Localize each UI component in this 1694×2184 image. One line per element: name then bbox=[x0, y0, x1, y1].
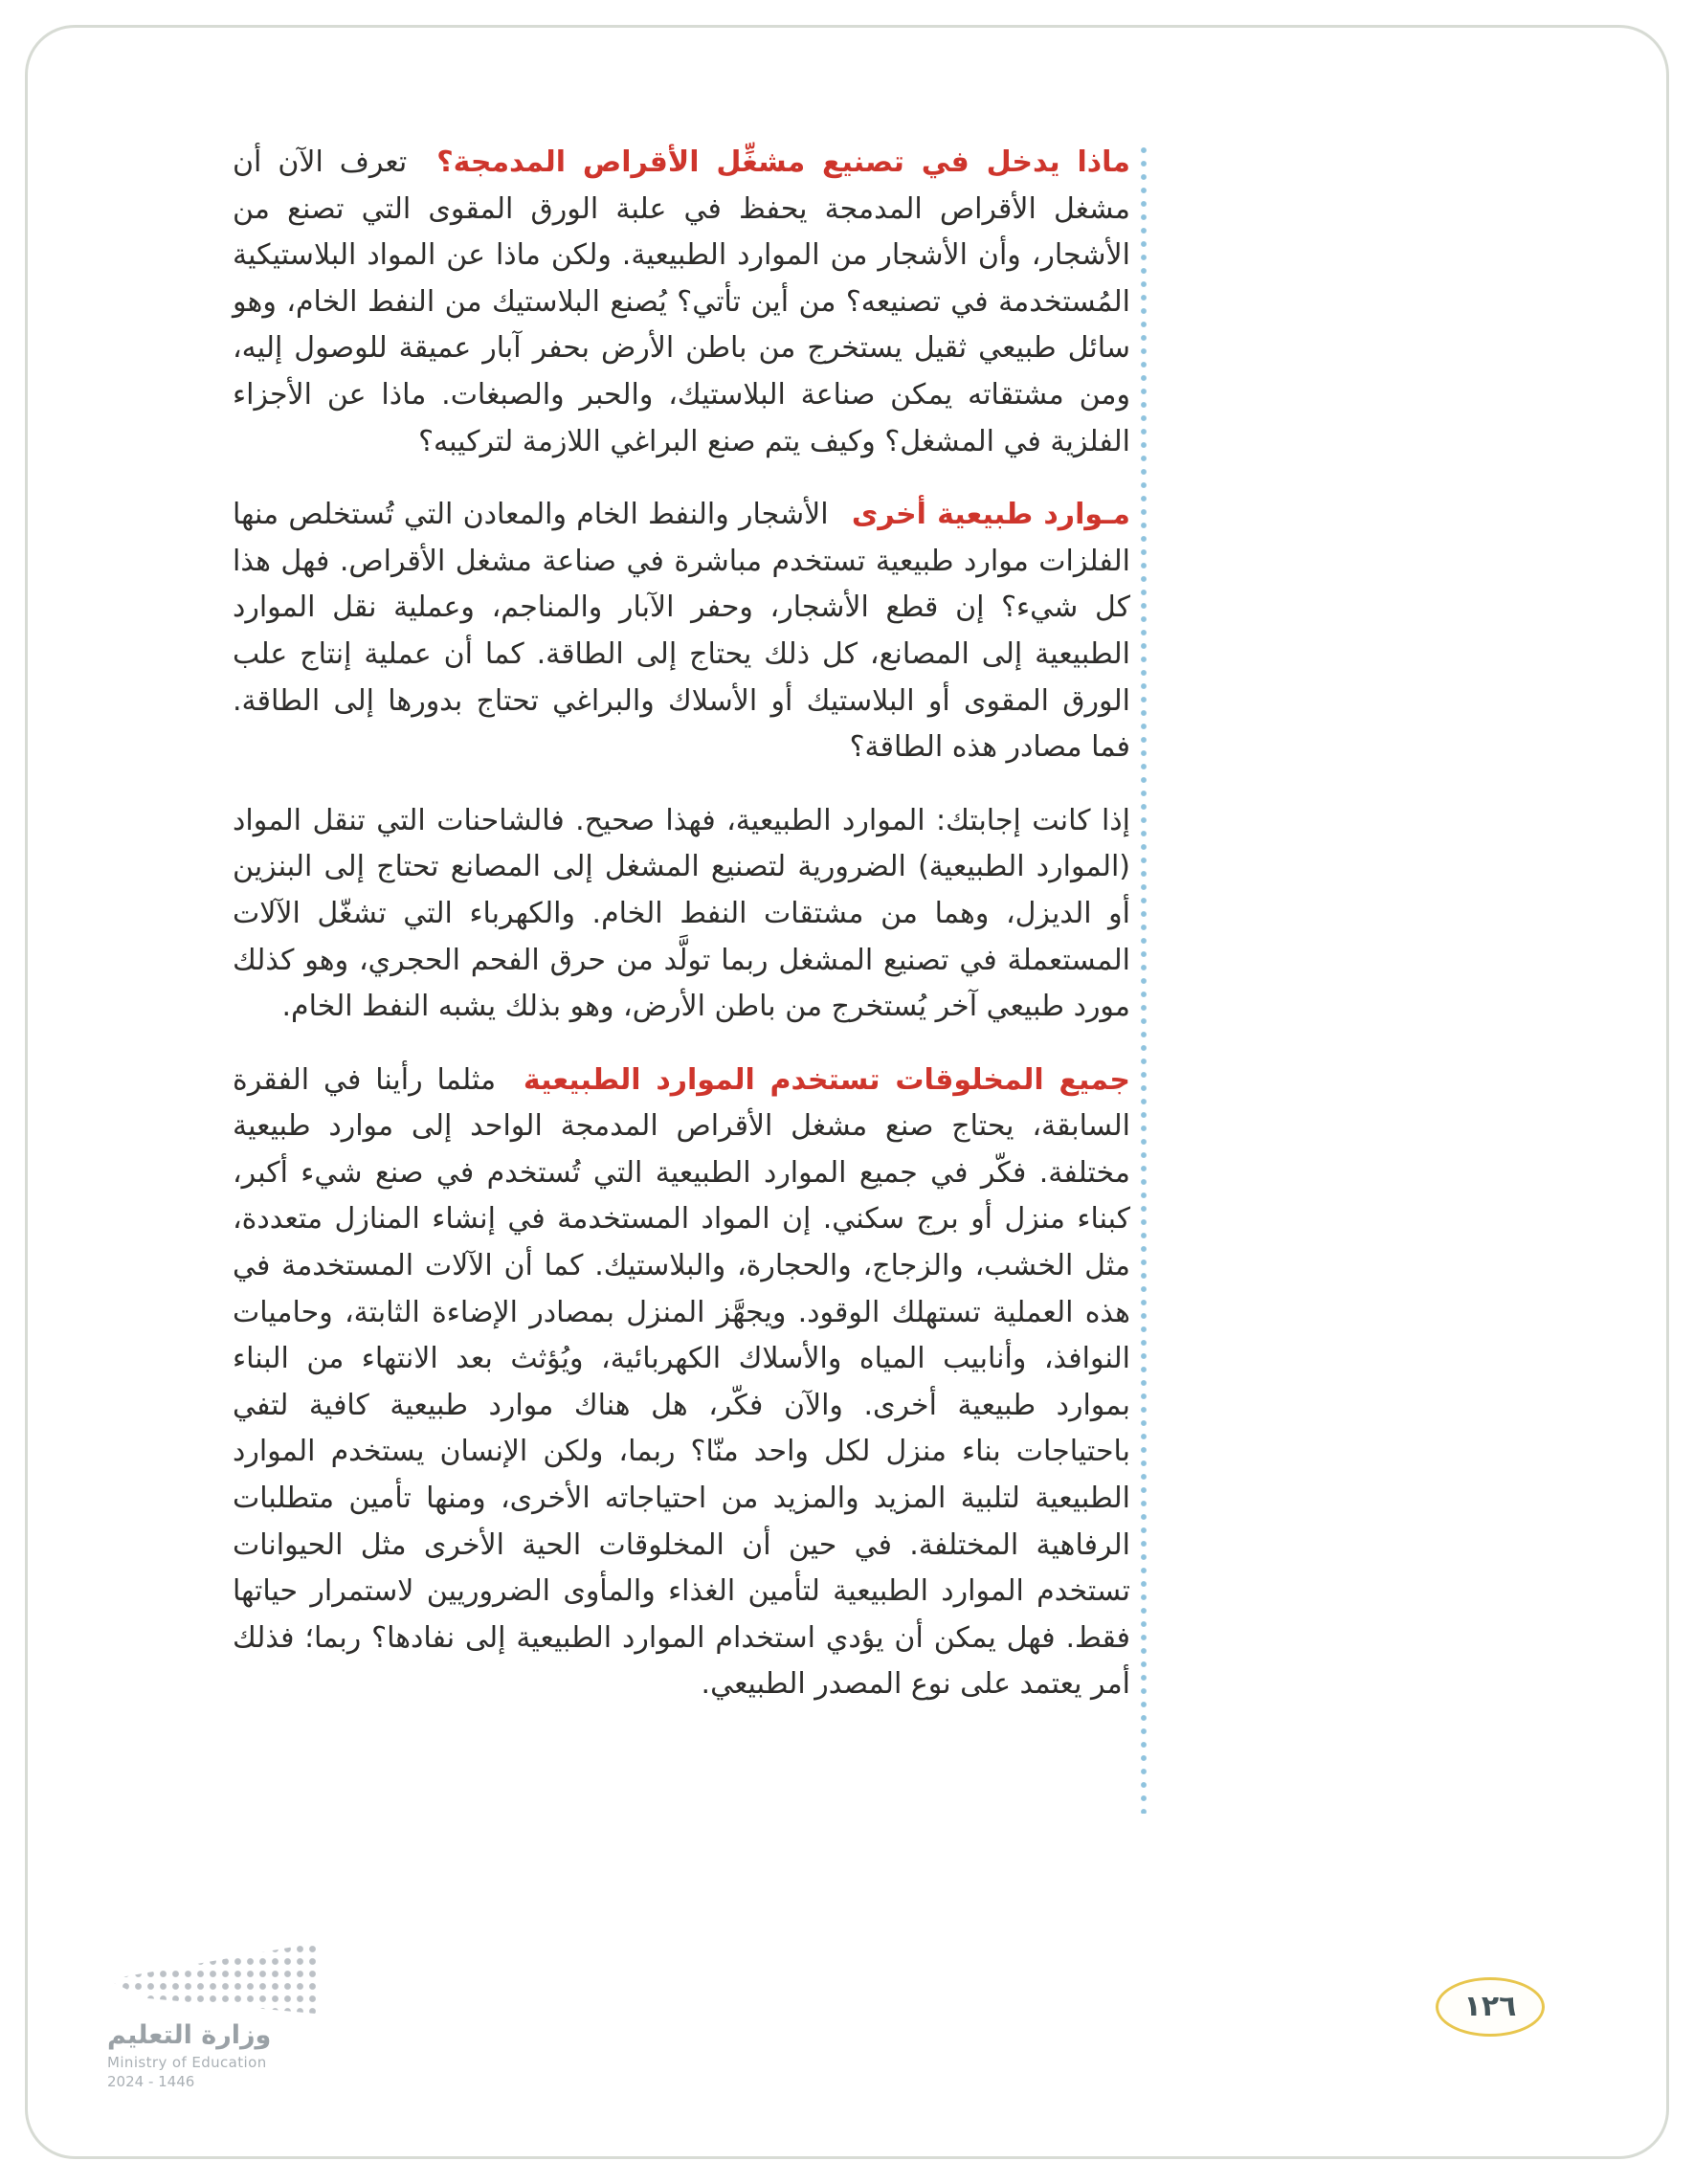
page-number: ١٢٦ bbox=[1463, 1990, 1517, 2023]
ministry-of-education-logo bbox=[107, 1943, 375, 2090]
page-number-badge bbox=[1436, 1977, 1545, 2037]
paragraph-energy-sources bbox=[233, 798, 1130, 1031]
paragraph-text: إذا كانت إجابتك: الموارد الطبيعية، فهذا صحيح. فالشاحنات التي تنقل المواد (الموارد الطبيعية) الضرورية لتصنيع المشغل إلى المصانع تحتاج إلى البنزين أو الديزل، وهما من مشتقات النفط الخام. والكهرباء التي تشغّل الآلات المستعملة في تصنيع المشغل ربما تولَّد من حرق الفحم الحجري، وهو كذلك مورد طبيعي آخر يُستخرج من باطن الأرض، وهو بذلك يشبه النفط الخام. bbox=[233, 803, 1130, 1024]
margin-dotted-rule bbox=[1141, 144, 1147, 1814]
paragraph-text: تعرف الآن أن مشغل الأقراص المدمجة يحفظ في علبة الورق المقوى التي تصنع من الأشجار، وأن الأشجار من الموارد الطبيعية. ولكن ماذا عن المواد البلاستيكية المُستخدمة في تصنيعه؟ من أين تأتي؟ يُصنع البلاستيك من النفط الخام، وهو سائل طبيعي ثقيل يستخرج من باطن الأرض بحفر آبار عميقة للوصول إليه، ومن مشتقاته يمكن صناعة البلاستيك، والحبر والصبغات. ماذا عن الأجزاء الفلزية في المشغل؟ وكيف يتم صنع البراغي اللازمة لتركيبه؟ bbox=[233, 145, 1130, 458]
paragraph-cd-player-materials bbox=[233, 140, 1130, 465]
paragraph-text: مثلما رأينا في الفقرة السابقة، يحتاج صنع مشغل الأقراص المدمجة الواحد إلى موارد طبيعية مختلفة. فكّر في جميع الموارد الطبيعية التي تُستخدم في صنع شيء أكبر، كبناء منزل أو برج سكني. إن المواد المستخدمة في إنشاء المنازل متعددة، مثل الخشب، والزجاج، والحجارة، والبلاستيك. كما أن الآلات المستخدمة في هذه العملية تستهلك الوقود. ويجهَّز المنزل بمصادر الإضاءة الثابتة، وحاميات النوافذ، وأنابيب المياه والأسلاك الكهربائية، ويُؤثث بعد الانتهاء من البناء بموارد طبيعية أخرى. والآن فكّر، هل هناك موارد طبيعية كافية لتفي باحتياجات بناء منزل لكل واحد منّا؟ ربما، ولكن الإنسان يستخدم الموارد الطبيعية لتلبية المزيد والمزيد من احتياجاته الأخرى، ومنها تأمين متطلبات الرفاهية المختلفة. في حين أن المخلوقات الحية الأخرى مثل الحيوانات تستخدم الموارد الطبيعية لتأمين الغذاء والمأوى الضروريين لاستمرار حياتها فقط. فهل يمكن أن يؤدي استخدام الموارد الطبيعية إلى نفادها؟ ربما؛ فذلك أمر يعتمد على نوع المصدر الطبيعي. bbox=[233, 1062, 1130, 1702]
ministry-logo-years: 2024 - 1446 bbox=[107, 2072, 195, 2090]
ministry-logo-title: وزارة التعليم bbox=[107, 2020, 272, 2050]
paragraph-text: الأشجار والنفط الخام والمعادن التي تُستخلص منها الفلزات موارد طبيعية تستخدم مباشرة في صناعة مشغل الأقراص. فهل هذا كل شيء؟ إن قطع الأشجار، وحفر الآبار والمناجم، وعملية نقل الموارد الطبيعية إلى المصانع، كل ذلك يحتاج إلى الطاقة. كما أن عملية إنتاج علب الورق المقوى أو البلاستيك أو الأسلاك والبراغي تحتاج بدورها إلى الطاقة. فما مصادر هذه الطاقة؟ bbox=[233, 498, 1130, 765]
paragraph-heading: مـوارد طبيعية أخرى bbox=[851, 498, 1130, 532]
ministry-logo-dots-icon bbox=[107, 1943, 316, 2014]
paragraph-heading: ماذا يدخل في تصنيع مشغِّل الأقراص المدمجة؟ bbox=[436, 145, 1130, 179]
paragraph-all-creatures-use-resources bbox=[233, 1058, 1130, 1708]
paragraph-other-natural-resources bbox=[233, 492, 1130, 771]
ministry-logo-subtitle: Ministry of Education bbox=[107, 2053, 267, 2071]
paragraph-heading: جميع المخلوقات تستخدم الموارد الطبيعية bbox=[523, 1062, 1130, 1097]
text-column bbox=[233, 140, 1130, 1735]
